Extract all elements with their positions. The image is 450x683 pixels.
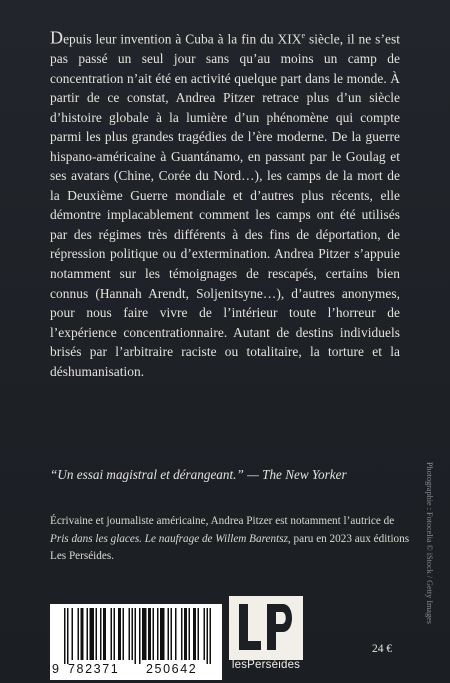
publisher-logo-icon	[229, 596, 303, 660]
quote-source: — The New Yorker	[243, 467, 347, 482]
isbn-group-1: 782371	[68, 662, 120, 676]
bio-part2: , paru en 2023 aux éditions Les Perséides.	[50, 532, 410, 562]
bio-part1: Écrivaine et journaliste américaine, Andrea Pitzer est notamment l’autrice de	[50, 515, 395, 527]
price: 24 €	[372, 643, 393, 655]
isbn-group-2: 250642	[146, 662, 198, 676]
publisher-name: lesPerséides	[231, 659, 301, 671]
photo-credit: Photographie : Fotocelia © iStock / Getty Images	[425, 462, 434, 624]
blurb-body: siècle, il ne s’est pas passé un seul jour sans qu’au moins un camp de concentration n’ait été en activité quelque part dans le monde. À partir de ce constat, Andrea Pitzer retrace plus d’un siècle d’histoire globale à la lumière d’un phénomène qui compte parmi les plus grandes tragédies de l’ère moderne. De la guerre hispano-américaine à Guantánamo, en passant par le Goulag et ses avatars (Chine, Corée du Nord…), les camps de la mort de la Deuxième Guerre mondiale et d’autres plus récents, elle démontre implacablement comment les camps ont été utilisés par des régimes très différents à des fins de déportation, de répression politique ou d’extermination. Andrea Pitzer s’appuie notamment sur les témoignages de rescapés, certains bien connus (Hannah Arendt, Soljenitsyne…), d’autres anonymes, pour nous faire vivre de l’intérieur toute l’horreur de l’expérience concentrationnaire. Autant de destins individuels brisés par l’arbitraire raciste ou totalitaire, la torture et la déshumanisation.	[50, 31, 400, 379]
blurb-start: epuis leur invention à Cuba à la fin du XIX	[63, 31, 302, 47]
isbn-number	[50, 662, 222, 678]
bio-book-title: Pris dans les glaces. Le naufrage de Willem Barentsz	[50, 532, 288, 545]
back-cover-blurb	[50, 26, 400, 381]
century-superscript: e	[301, 31, 306, 40]
quote-text: “Un essai magistral et dérangeant.”	[50, 467, 244, 482]
drop-cap: D	[50, 27, 64, 48]
isbn-first-digit: 9	[52, 662, 60, 676]
barcode-bars	[50, 604, 222, 664]
author-bio	[50, 513, 410, 566]
press-quote	[50, 466, 410, 484]
isbn-barcode	[50, 604, 222, 680]
